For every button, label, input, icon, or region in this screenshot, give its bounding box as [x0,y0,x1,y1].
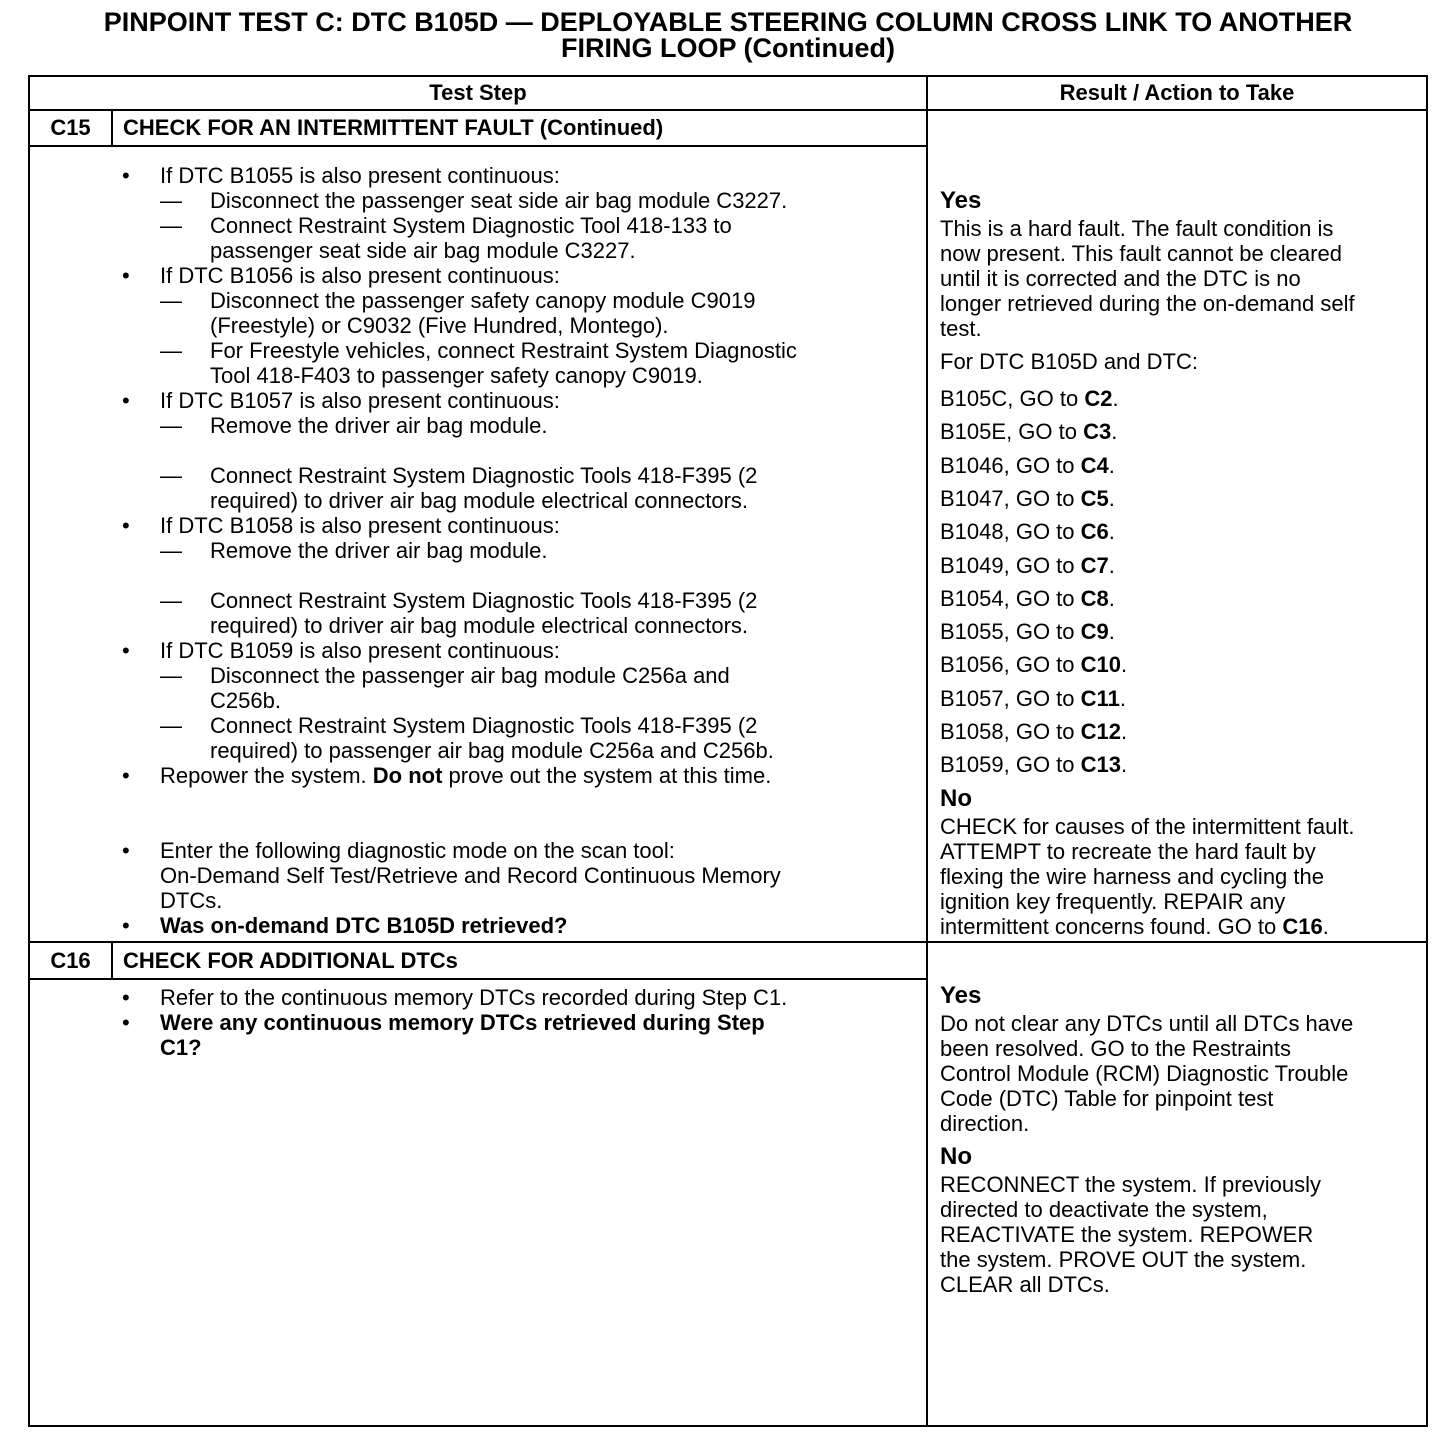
result-line: This is a hard fault. The fault condition is [940,216,1334,241]
dash: — [160,588,182,613]
goto-separator: , GO to [1003,552,1081,578]
instruction-line: Disconnect the passenger safety canopy module C9019 [210,288,756,313]
result-line: ignition key frequently. REPAIR any [940,889,1286,914]
goto-dtc: B1056 [940,652,1004,678]
header-rule [28,109,1428,111]
bullet: • [122,263,130,288]
goto-row: B1055, GO to C9. [940,619,1115,645]
goto-step: C3 [1083,419,1112,445]
question-line: Were any continuous memory DTCs retrieved during Step [160,1010,765,1035]
instruction-line: On-Demand Self Test/Retrieve and Record Continuous Memory [160,863,781,888]
step-number-c16: C16 [50,948,91,973]
goto-step: C11 [1080,685,1120,711]
instruction-line: Enter the following diagnostic mode on the scan tool: [160,838,675,863]
result-line: intermittent concerns found. GO to C16. [940,914,1329,939]
step-separator [28,941,1428,943]
yes-label: Yes [940,982,982,1009]
dash: — [160,463,182,488]
goto-dtc: B1047 [940,485,1004,511]
result-line: ATTEMPT to recreate the hard fault by [940,839,1316,864]
goto-step: C10 [1080,652,1122,678]
instruction-text: Repower the system. [160,763,373,788]
instruction-text: prove out the system at this time. [442,763,772,788]
bullet: • [122,913,130,938]
title-line-2: FIRING LOOP (Continued) [561,33,895,63]
goto-step: C9 [1080,619,1109,645]
c15-number-divider [111,109,113,147]
goto-row: B1058, GO to C12. [940,719,1128,744]
result-line: Control Module (RCM) Diagnostic Trouble [940,1061,1349,1086]
result-line: Do not clear any DTCs until all DTCs have [940,1011,1354,1036]
goto-row: B1049, GO to C7. [940,552,1115,578]
column-divider [926,75,928,1427]
instruction-line: required) to passenger air bag module C256a and C256b. [210,738,774,763]
goto-separator: , GO to [1003,452,1081,478]
goto-row: B1047, GO to C5. [940,485,1115,511]
goto-dtc: B1046 [940,452,1004,478]
bullet: • [122,838,130,863]
bullet: • [122,985,130,1010]
goto-separator: , GO to [1003,619,1081,645]
goto-separator: , GO to [1006,419,1084,445]
goto-separator: , GO to [1003,585,1081,611]
goto-step: C8 [1080,585,1109,611]
goto-row: B105E, GO to C3. [940,419,1118,445]
result-line: REACTIVATE the system. REPOWER [940,1222,1314,1247]
goto-separator: , GO to [1003,652,1081,678]
result-line: longer retrieved during the on-demand self [940,291,1355,316]
goto-step: C2 [1084,386,1113,411]
instruction-line: If DTC B1058 is also present continuous: [160,513,560,538]
goto-separator: , GO to [1007,386,1085,411]
instruction-line: If DTC B1059 is also present continuous: [160,638,560,663]
goto-dtc: B1048 [940,519,1004,545]
result-line: direction. [940,1111,1030,1136]
instruction-line: passenger seat side air bag module C3227. [210,238,636,263]
step-title-c16: CHECK FOR ADDITIONAL DTCs [123,948,458,973]
result-line: test. [940,316,982,341]
goto-step: C6 [1080,519,1109,545]
instruction-line: Connect Restraint System Diagnostic Tools 418-F395 (2 [210,588,758,613]
goto-row: B1057, GO to C11. [940,685,1126,711]
no-label: No [940,785,972,812]
yes-label: Yes [940,187,982,214]
no-label: No [940,1143,972,1170]
goto-separator: , GO to [1003,719,1081,744]
result-line: the system. PROVE OUT the system. [940,1247,1307,1272]
goto-dtc: B105E [940,419,1007,445]
goto-step: C12 [1080,719,1122,744]
dash: — [160,538,182,563]
goto-separator: , GO to [1003,485,1081,511]
goto-dtc: B1059 [940,752,1004,778]
question-line: C1? [160,1035,202,1060]
bullet: • [122,388,130,413]
goto-row: B1056, GO to C10. [940,652,1128,678]
step-number-c15: C15 [50,115,91,140]
step-title-c15: CHECK FOR AN INTERMITTENT FAULT (Continued) [123,115,664,140]
dash: — [160,338,182,363]
dash: — [160,413,182,438]
bullet: • [122,763,130,788]
instruction-line: Tool 418-F403 to passenger safety canopy C9019. [210,363,703,388]
bullet: • [122,638,130,663]
for-dtc-line: For DTC B105D and DTC: [940,349,1198,374]
result-line: been resolved. GO to the Restraints [940,1036,1291,1061]
instruction-line [160,763,771,788]
result-line: Code (DTC) Table for pinpoint test [940,1086,1274,1111]
dash: — [160,288,182,313]
goto-step-c16: C16 [1282,914,1323,939]
bullet: • [122,513,130,538]
title-line-1: PINPOINT TEST C: DTC B105D — DEPLOYABLE STEERING COLUMN CROSS LINK TO ANOTHER [103,7,1353,37]
goto-step: C7 [1080,552,1109,578]
instruction-line: Connect Restraint System Diagnostic Tools 418-F395 (2 [210,713,758,738]
column-header-test-step: Test Step [429,80,527,105]
goto-step: C4 [1080,452,1109,478]
result-line: RECONNECT the system. If previously [940,1172,1322,1197]
instruction-line: Disconnect the passenger air bag module C256a and [210,663,730,688]
dash: — [160,213,182,238]
goto-separator: , GO to [1003,685,1081,711]
instruction-line: If DTC B1055 is also present continuous: [160,163,560,188]
instruction-line: Connect Restraint System Diagnostic Tool 418-133 to [210,213,732,238]
goto-dtc: B1054 [940,585,1004,611]
goto-dtc: B1058 [940,719,1004,744]
dash: — [160,188,182,213]
goto-row: B1054, GO to C8. [940,585,1115,611]
instruction-line: required) to driver air bag module electrical connectors. [210,488,749,513]
result-line: flexing the wire harness and cycling the [940,864,1324,889]
goto-row: B1048, GO to C6. [940,519,1115,545]
goto-step: C13 [1080,752,1122,778]
goto-separator: , GO to [1003,519,1081,545]
instruction-line: If DTC B1057 is also present continuous: [160,388,560,413]
goto-dtc: B105C [940,386,1008,411]
result-line: now present. This fault cannot be cleared [940,241,1342,266]
instruction-line: Refer to the continuous memory DTCs recorded during Step C1. [160,985,788,1010]
c15-title-rule [28,145,927,147]
instruction-line: required) to driver air bag module electrical connectors. [210,613,749,638]
page-title [28,9,1428,61]
bullet: • [122,163,130,188]
dash: — [160,713,182,738]
result-line: CLEAR all DTCs. [940,1272,1110,1297]
instruction-line: Remove the driver air bag module. [210,538,548,563]
goto-row: B1059, GO to C13. [940,752,1128,778]
instruction-line: For Freestyle vehicles, connect Restraint System Diagnostic [210,338,797,363]
result-text: intermittent concerns found. GO to [940,914,1283,939]
instruction-line: Remove the driver air bag module. [210,413,548,438]
c16-title-rule [28,978,927,980]
c16-number-divider [111,941,113,979]
instruction-line: If DTC B1056 is also present continuous: [160,263,560,288]
goto-separator: , GO to [1003,752,1081,778]
goto-dtc: B1057 [940,685,1004,711]
goto-step: C5 [1080,485,1109,511]
goto-row: B105C, GO to C2. [940,386,1119,411]
question-line: Was on-demand DTC B105D retrieved? [160,913,568,938]
instruction-line: (Freestyle) or C9032 (Five Hundred, Montego). [210,313,669,338]
result-line: CHECK for causes of the intermittent fault. [940,814,1355,839]
goto-dtc: B1055 [940,619,1004,645]
dash: — [160,663,182,688]
instruction-line: C256b. [210,688,281,713]
bullet: • [122,1010,130,1035]
goto-dtc: B1049 [940,552,1004,578]
instruction-line: DTCs. [160,888,223,913]
column-header-result: Result / Action to Take [1059,80,1295,105]
result-line: until it is corrected and the DTC is no [940,266,1301,291]
goto-row: B1046, GO to C4. [940,452,1115,478]
result-line: directed to deactivate the system, [940,1197,1268,1222]
emphasis-text: Do not [372,763,443,788]
instruction-line: Disconnect the passenger seat side air bag module C3227. [210,188,788,213]
instruction-line: Connect Restraint System Diagnostic Tools 418-F395 (2 [210,463,758,488]
